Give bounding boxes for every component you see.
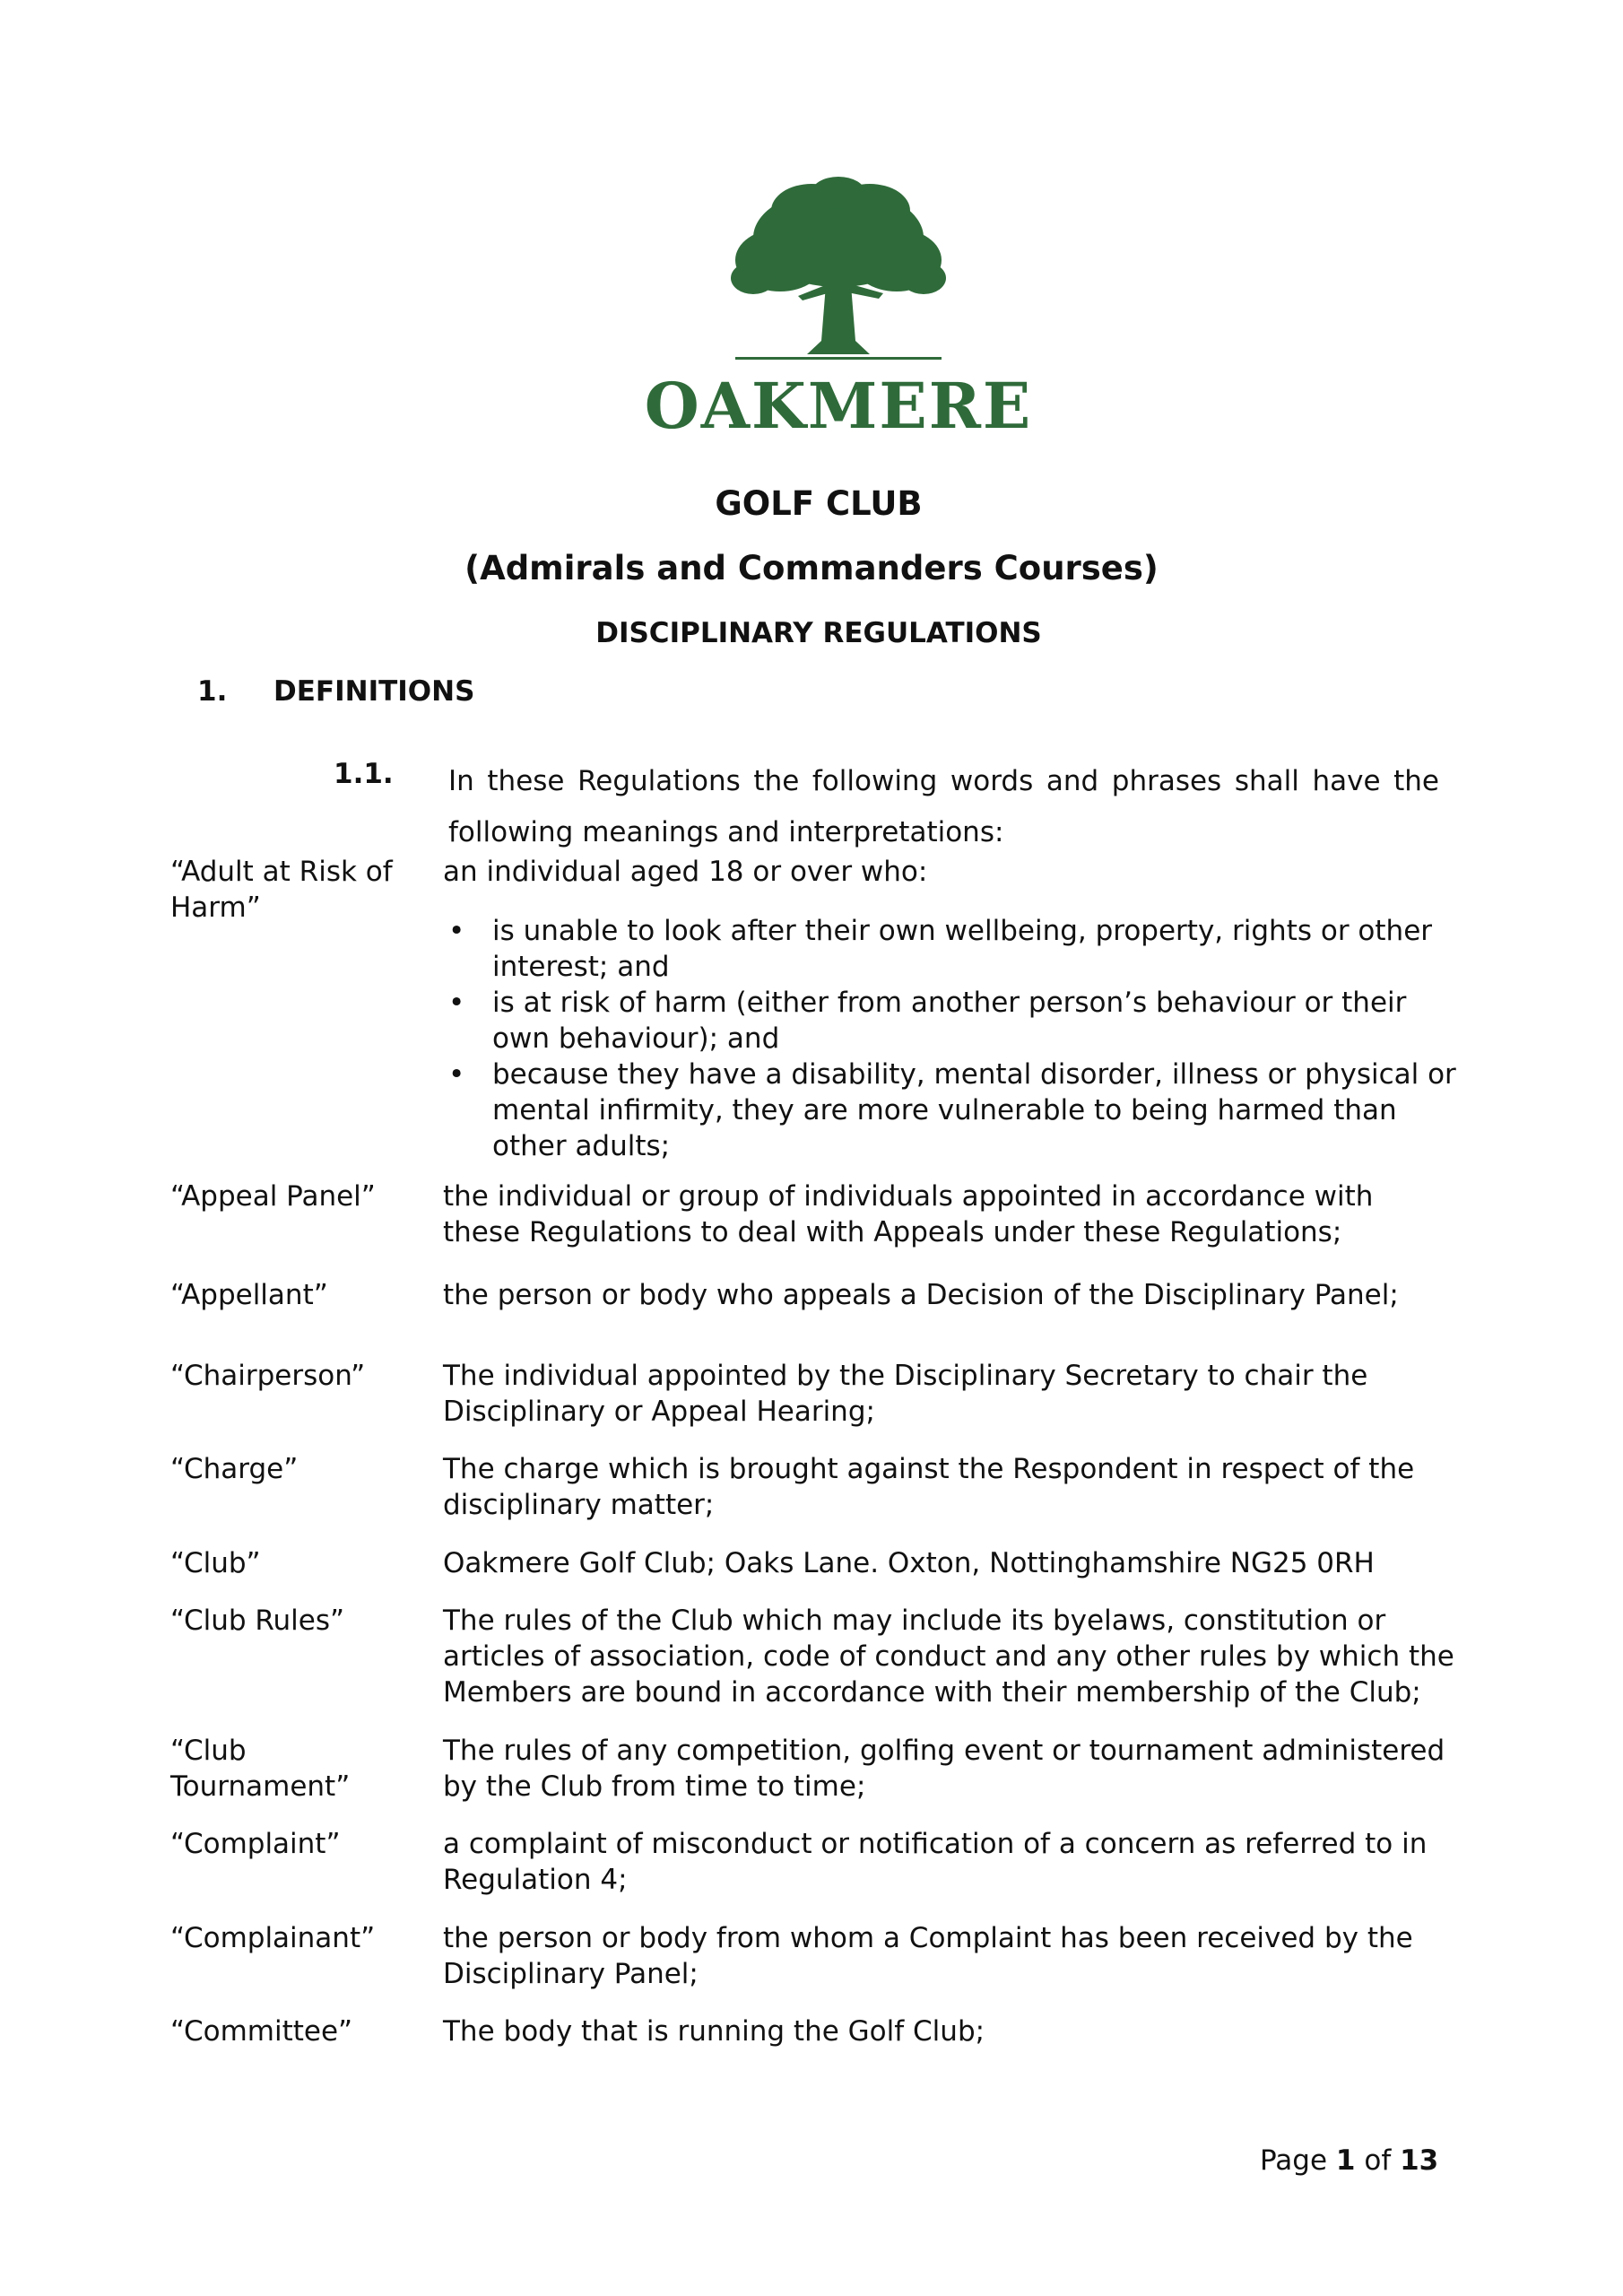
list-item: • is at risk of harm (either from another person’s behaviour or their own behaviour); and — [448, 987, 1407, 1055]
definition-text: The rules of any competition, golfing event or tournament administered by the Club from time to time; — [443, 1735, 1445, 1803]
document-subheading: (Admirals and Commanders Courses) — [464, 549, 1159, 587]
definition-text: The body that is running the Golf Club; — [443, 2015, 985, 2048]
page-total: 13 — [1400, 2144, 1439, 2177]
definition-term: “Charge” — [170, 1453, 299, 1485]
document-heading: GOLF CLUB — [715, 484, 923, 523]
definition-term: “Appellant” — [170, 1279, 328, 1311]
page-footer — [1260, 2144, 1438, 2177]
definition-text: The rules of the Club which may include its byelaws, constitution or articles of association, code of conduct and any other rules by which the Members are bound in accordance with their membership of the Club; — [443, 1605, 1454, 1709]
definition-term: “Complainant” — [170, 1922, 376, 1954]
definition-text: the person or body who appeals a Decision of the Disciplinary Panel; — [443, 1279, 1399, 1311]
logo-wordmark: OAKMERE — [644, 369, 1033, 435]
definition-term: “Complaint” — [170, 1828, 341, 1860]
clause-text — [448, 756, 1439, 858]
document-title: DISCIPLINARY REGULATIONS — [595, 617, 1042, 649]
definition-text: the individual or group of individuals appointed in accordance with these Regulations to deal with Appeals under these Regulations; — [443, 1180, 1374, 1248]
clause-line-1: In these Regulations the following words and phrases shall have the — [448, 765, 1439, 797]
definition-term: “Committee” — [170, 2015, 353, 2048]
section-number: 1. — [197, 675, 228, 708]
definition-text: a complaint of misconduct or notification of a concern as referred to in Regulation 4; — [443, 1828, 1428, 1896]
definition-term: “Club Rules” — [170, 1605, 345, 1637]
list-item: • is unable to look after their own wellbeing, property, rights or other interest; and — [448, 915, 1433, 983]
page-label: Page — [1260, 2144, 1328, 2177]
section-heading — [197, 675, 474, 708]
page-of-label: of — [1364, 2144, 1392, 2177]
clause-line-2: following meanings and interpretations: — [448, 816, 1004, 848]
clause-number: 1.1. — [334, 758, 394, 790]
section-title: DEFINITIONS — [273, 675, 475, 708]
definition-term: “Appeal Panel” — [170, 1180, 376, 1213]
definition-text: The charge which is brought against the Respondent in respect of the disciplinary matter; — [443, 1453, 1415, 1521]
definition-text: the person or body from whom a Complaint has been received by the Disciplinary Panel; — [443, 1922, 1413, 1990]
definition-bullet-list — [443, 913, 1456, 1164]
page-number: 1 — [1335, 2144, 1356, 2177]
list-item: • because they have a disability, mental disorder, illness or physical or mental infirmity, they are more vulnerable to being harmed than other adults; — [448, 1058, 1456, 1162]
oakmere-logo — [628, 175, 1049, 435]
definition-term: “Adult at Risk of Harm” — [170, 856, 393, 924]
definition-text: Oakmere Golf Club; Oaks Lane. Oxton, Nottinghamshire NG25 0RH — [443, 1547, 1375, 1579]
definition-term: “Chairperson” — [170, 1360, 366, 1392]
definition-term: “Club Tournament” — [170, 1735, 351, 1803]
definition-text: The individual appointed by the Disciplinary Secretary to chair the Disciplinary or Appeal Hearing; — [443, 1360, 1368, 1428]
definition-term: “Club” — [170, 1547, 261, 1579]
definition-text: an individual aged 18 or over who: — [443, 856, 928, 888]
